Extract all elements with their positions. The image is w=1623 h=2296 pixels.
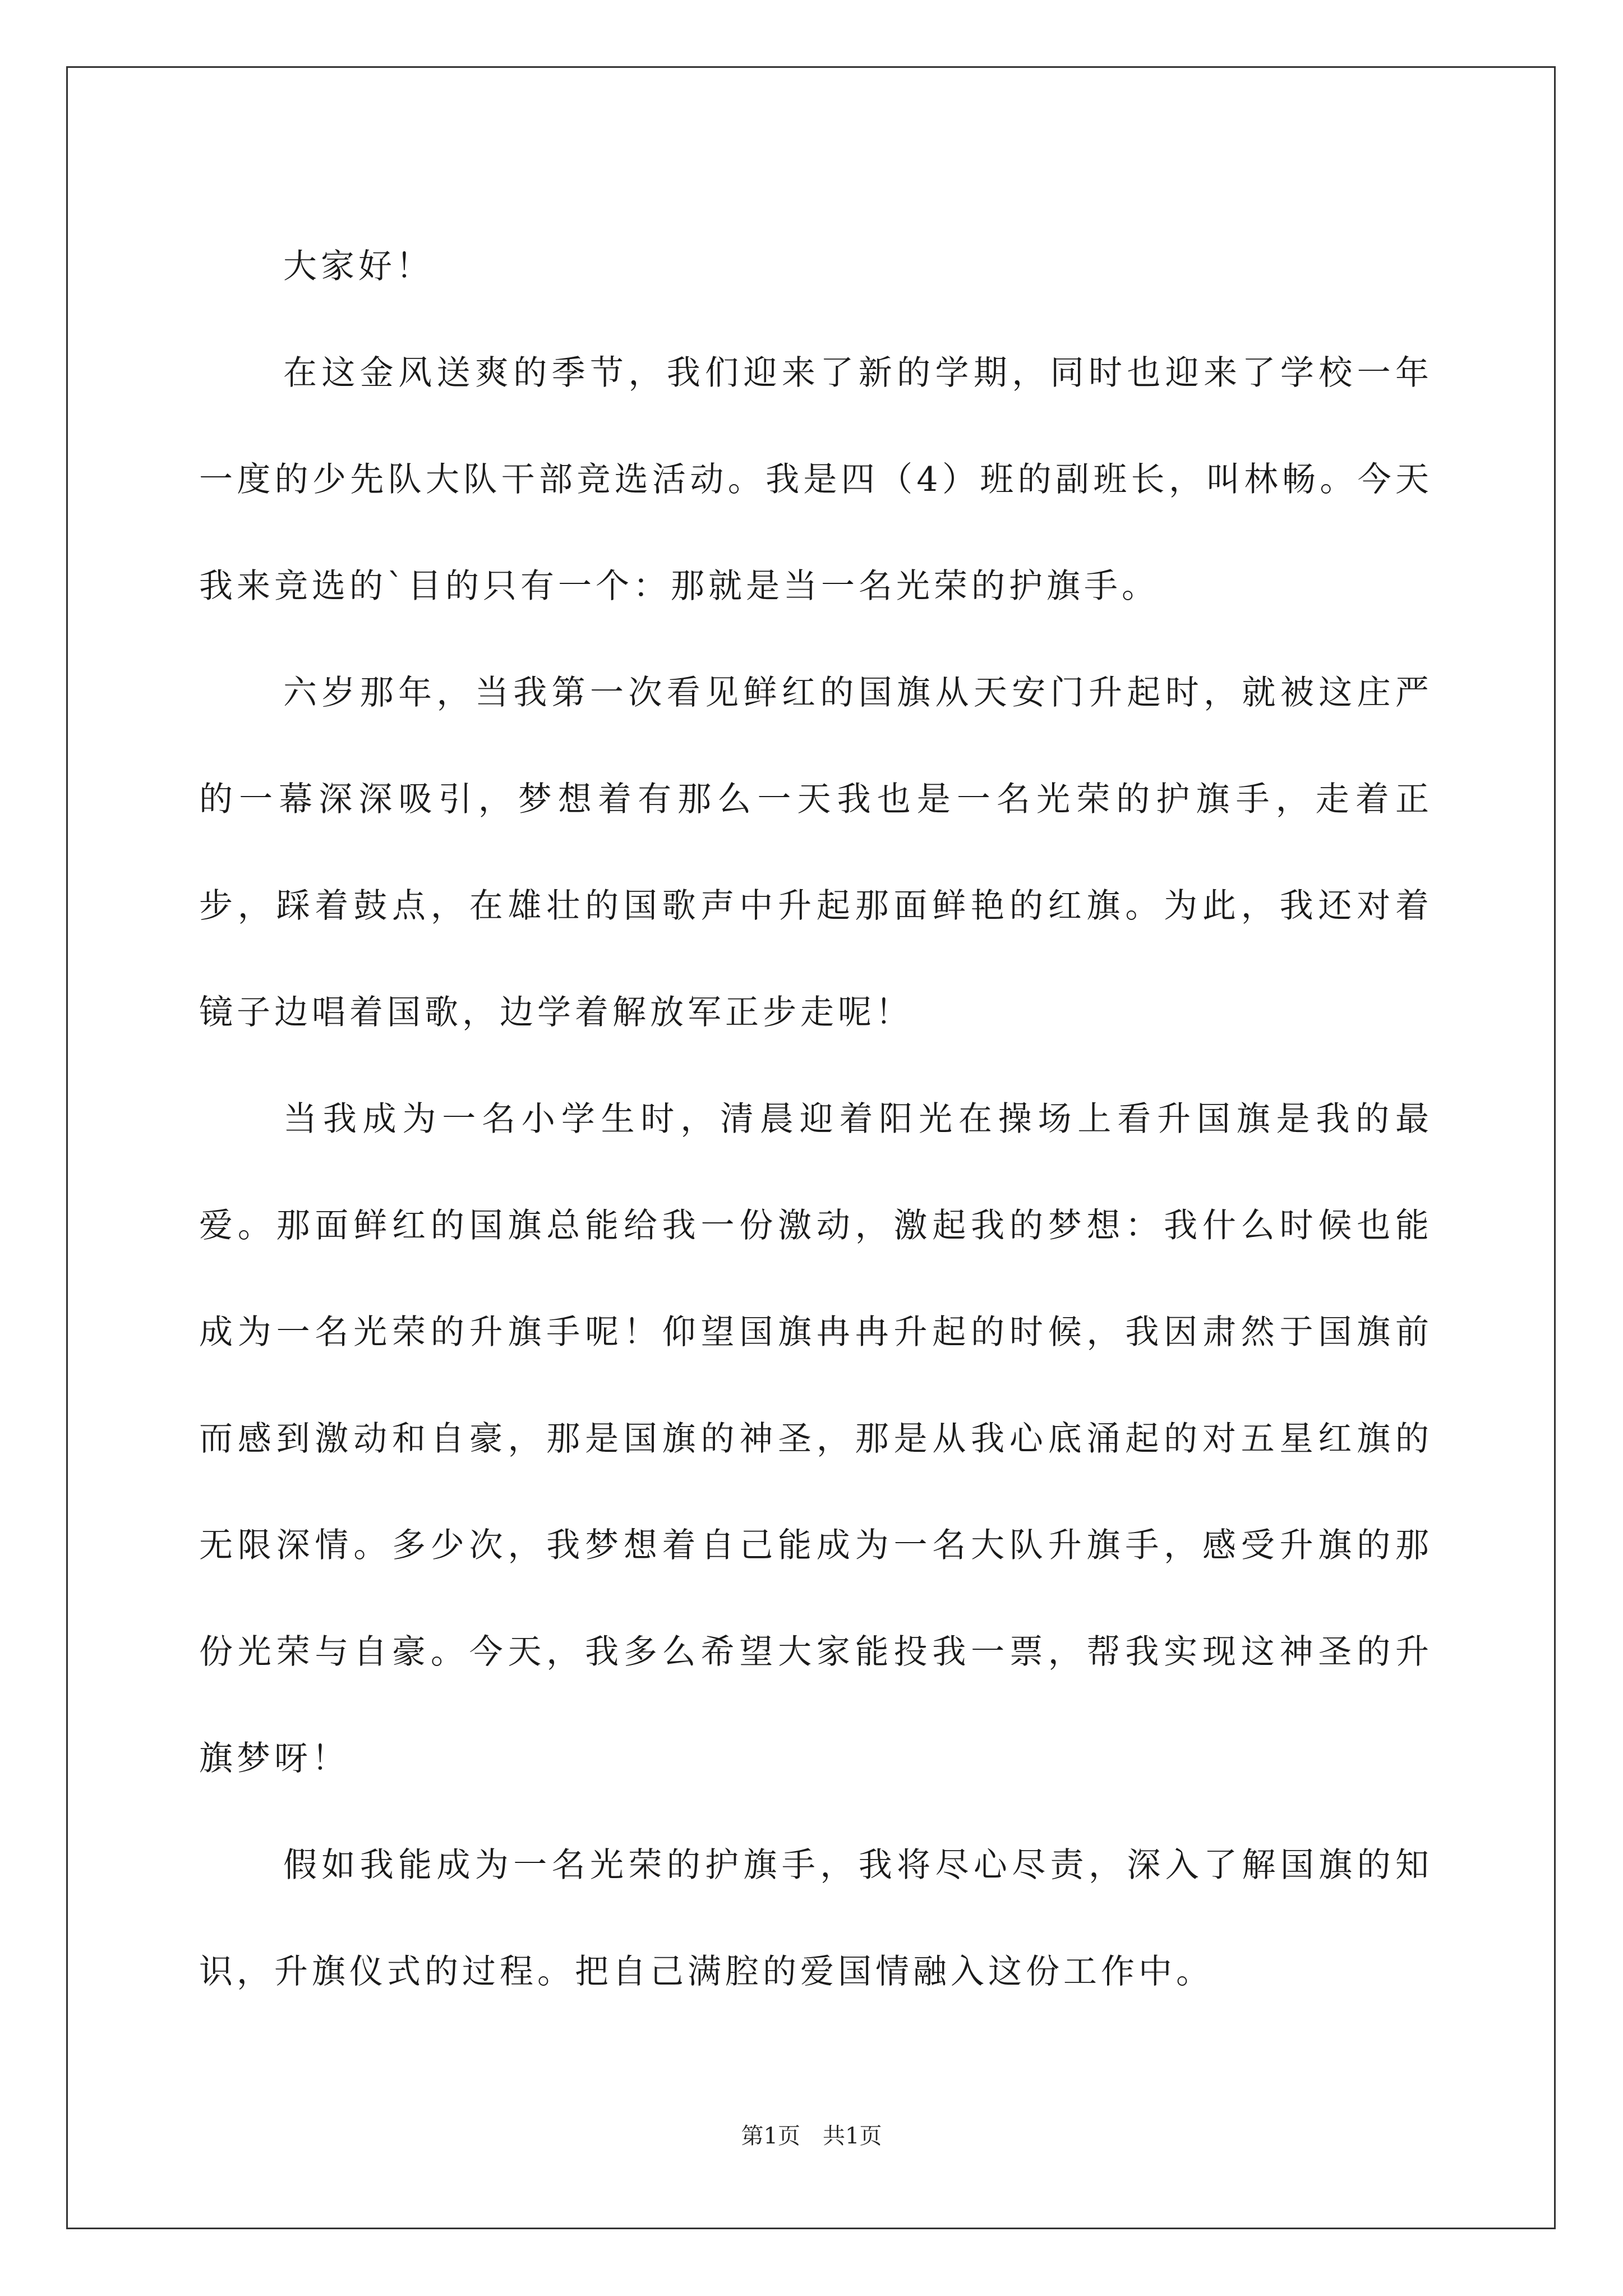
- paragraph-childhood-dream: 六岁那年，当我第一次看见鲜红的国旗从天安门升起时，就被这庄严的一幕深深吸引，梦想着有那么一天我也是一名光荣的护旗手，走着正步，踩着鼓点，在雄壮的国歌声中升起那面鲜艳的红旗。为此，我还对着镜子边唱着国歌，边学着解放军正步走呢！: [199, 673, 1433, 1032]
- document-body: [199, 213, 1433, 2025]
- paragraph-school-flag: 当我成为一名小学生时，清晨迎着阳光在操场上看升国旗是我的最爱。那面鲜红的国旗总能给我一份激动，激起我的梦想：我什么时候也能成为一名光荣的升旗手呢！仰望国旗冉冉升起的时候，我因肃然于国旗前而感到激动和自豪，那是国旗的神圣，那是从我心底涌起的对五星红旗的无限深情。多少次，我梦想着自己能成为一名大队升旗手，感受升旗的那份光荣与自豪。今天，我多么希望大家能投我一票，帮我实现这神圣的升旗梦呀！: [199, 1099, 1433, 1778]
- paragraph-pledge: 假如我能成为一名光荣的护旗手，我将尽心尽责，深入了解国旗的知识，升旗仪式的过程。把自己满腔的爱国情融入这份工作中。: [199, 1846, 1433, 1991]
- page-number-footer: 第1页 共1页: [741, 2123, 882, 2149]
- paragraph-greeting: 大家好！: [283, 247, 434, 286]
- paragraph-introduction: 在这金风送爽的季节，我们迎来了新的学期，同时也迎来了学校一年一度的少先队大队干部竞选活动。我是四（4）班的副班长，叫林畅。今天我来竞选的`目的只有一个：那就是当一名光荣的护旗手。: [199, 353, 1433, 606]
